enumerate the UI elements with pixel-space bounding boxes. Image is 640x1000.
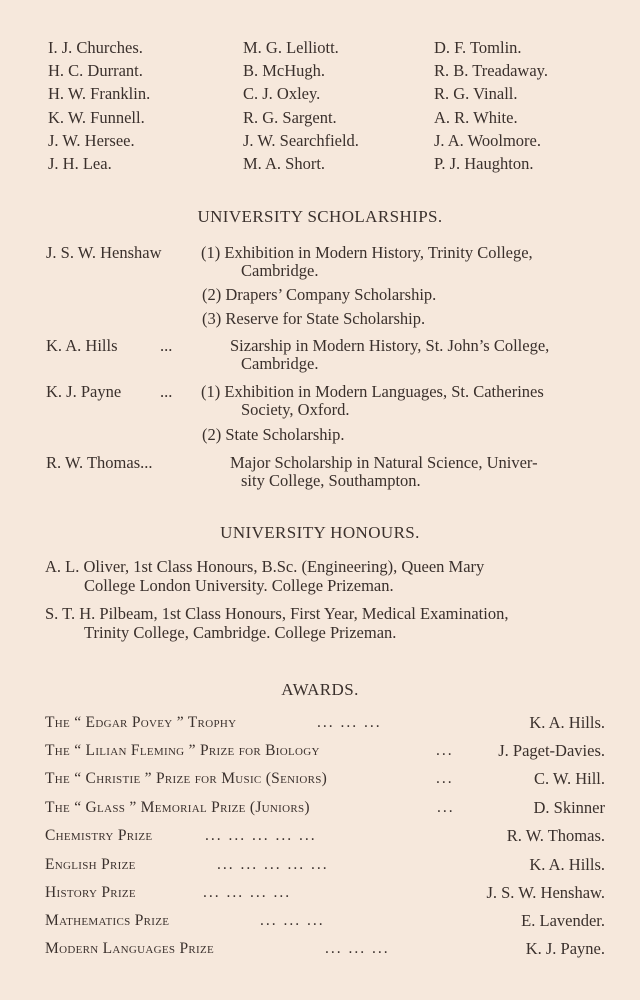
name: B. McHugh. — [243, 61, 326, 81]
scholarship-entry: Cambridge. — [241, 354, 319, 373]
name: R. B. Treadaway. — [434, 61, 548, 81]
scholar-name-hills: K. A. Hills — [46, 336, 118, 355]
award-winner: K. A. Hills. — [529, 713, 605, 732]
award-row — [45, 854, 605, 876]
scholarship-entry: (1) Exhibition in Modern Languages, St. Catherines — [201, 382, 544, 401]
scholarship-entry: Cambridge. — [241, 261, 319, 280]
scholarship-entry: (1) Exhibition in Modern History, Trinity College, — [201, 243, 533, 262]
honour-entry-oliver-cont: College London University. College Prizeman. — [84, 576, 394, 595]
leader-dots: ... ... ... — [260, 912, 325, 929]
name: A. R. White. — [434, 107, 518, 127]
scholar-name-thomas: R. W. Thomas... — [46, 453, 153, 472]
award-title: Chemistry Prize — [45, 827, 153, 844]
leader-dots: ... — [436, 770, 454, 787]
award-title: The “ Glass ” Memorial Prize (Juniors) — [45, 799, 310, 816]
award-winner: E. Lavender. — [521, 911, 605, 930]
award-row — [45, 882, 605, 904]
leader-dots: ... — [436, 742, 454, 759]
name: R. G. Vinall. — [434, 84, 518, 104]
award-title: The “ Edgar Povey ” Trophy — [45, 714, 237, 731]
award-title: The “ Christie ” Prize for Music (Seniors) — [45, 770, 328, 787]
award-row — [45, 910, 605, 932]
name: J. H. Lea. — [48, 153, 112, 173]
award-winner: R. W. Thomas. — [506, 826, 605, 845]
award-title: Modern Languages Prize — [45, 940, 215, 957]
leader-dots: ... ... ... — [317, 714, 382, 731]
scholarship-entry: (2) Drapers’ Company Scholarship. — [202, 285, 437, 304]
name: J. W. Hersee. — [48, 130, 135, 150]
name: D. F. Tomlin. — [434, 38, 522, 57]
award-title: History Prize — [45, 884, 136, 901]
scholarship-entry: (2) State Scholarship. — [202, 425, 345, 444]
leader-dots: ... ... ... ... ... — [205, 827, 317, 844]
leader-dots: ... — [160, 336, 173, 355]
honour-entry-pilbeam: S. T. H. Pilbeam, 1st Class Honours, First Year, Medical Examination, — [45, 604, 509, 623]
name: I. J. Churches. — [48, 38, 143, 57]
award-row — [45, 797, 605, 819]
award-winner: J. Paget-Davies. — [498, 741, 605, 760]
name: C. J. Oxley. — [243, 84, 321, 104]
name: M. G. Lelliott. — [243, 38, 339, 57]
names-column-3 — [434, 36, 548, 175]
name: P. J. Haughton. — [434, 153, 534, 173]
names-column-2 — [243, 36, 359, 175]
award-title: Mathematics Prize — [45, 912, 170, 929]
awards-heading: AWARDS. — [281, 680, 359, 699]
leader-dots: ... ... ... ... — [203, 884, 292, 901]
scholar-name-payne: K. J. Payne — [46, 382, 122, 401]
honour-entry-pilbeam-cont: Trinity College, Cambridge. College Prizeman. — [84, 623, 397, 642]
leader-dots: ... ... ... ... ... — [217, 856, 329, 873]
award-row — [45, 740, 605, 762]
award-row — [45, 938, 605, 960]
award-winner: K. J. Payne. — [525, 939, 605, 958]
honour-entry-oliver: A. L. Oliver, 1st Class Honours, B.Sc. (Engineering), Queen Mary — [45, 557, 485, 576]
honours-heading: UNIVERSITY HONOURS. — [220, 523, 420, 542]
award-winner: K. A. Hills. — [529, 855, 605, 874]
award-row — [45, 712, 605, 734]
award-row — [45, 768, 605, 790]
name: M. A. Short. — [243, 153, 326, 173]
award-winner: C. W. Hill. — [533, 769, 605, 788]
award-winner: D. Skinner — [533, 798, 605, 817]
scholar-name-henshaw: J. S. W. Henshaw — [46, 243, 162, 262]
name: H. W. Franklin. — [48, 84, 151, 104]
award-title: English Prize — [45, 856, 136, 873]
leader-dots: ... — [160, 382, 173, 401]
name: R. G. Sargent. — [243, 107, 337, 127]
award-title: The “ Lilian Fleming ” Prize for Biology — [45, 742, 320, 759]
scholarship-entry: sity College, Southampton. — [241, 471, 421, 490]
leader-dots: ... — [437, 799, 455, 816]
name: H. C. Durrant. — [48, 61, 143, 81]
leader-dots: ... ... ... — [325, 940, 390, 957]
award-winner: J. S. W. Henshaw. — [486, 883, 605, 902]
scholarship-entry: Major Scholarship in Natural Science, Univer- — [230, 453, 538, 472]
name: J. A. Woolmore. — [434, 130, 541, 150]
name: K. W. Funnell. — [48, 107, 145, 127]
scholarship-entry: Society, Oxford. — [241, 400, 350, 419]
scholarship-entry: Sizarship in Modern History, St. John’s College, — [230, 336, 550, 355]
scholarship-entry: (3) Reserve for State Scholarship. — [202, 309, 426, 328]
names-column-1 — [48, 36, 150, 175]
award-row — [45, 825, 605, 847]
scholarships-heading: UNIVERSITY SCHOLARSHIPS. — [197, 207, 443, 226]
name: J. W. Searchfield. — [243, 130, 359, 150]
